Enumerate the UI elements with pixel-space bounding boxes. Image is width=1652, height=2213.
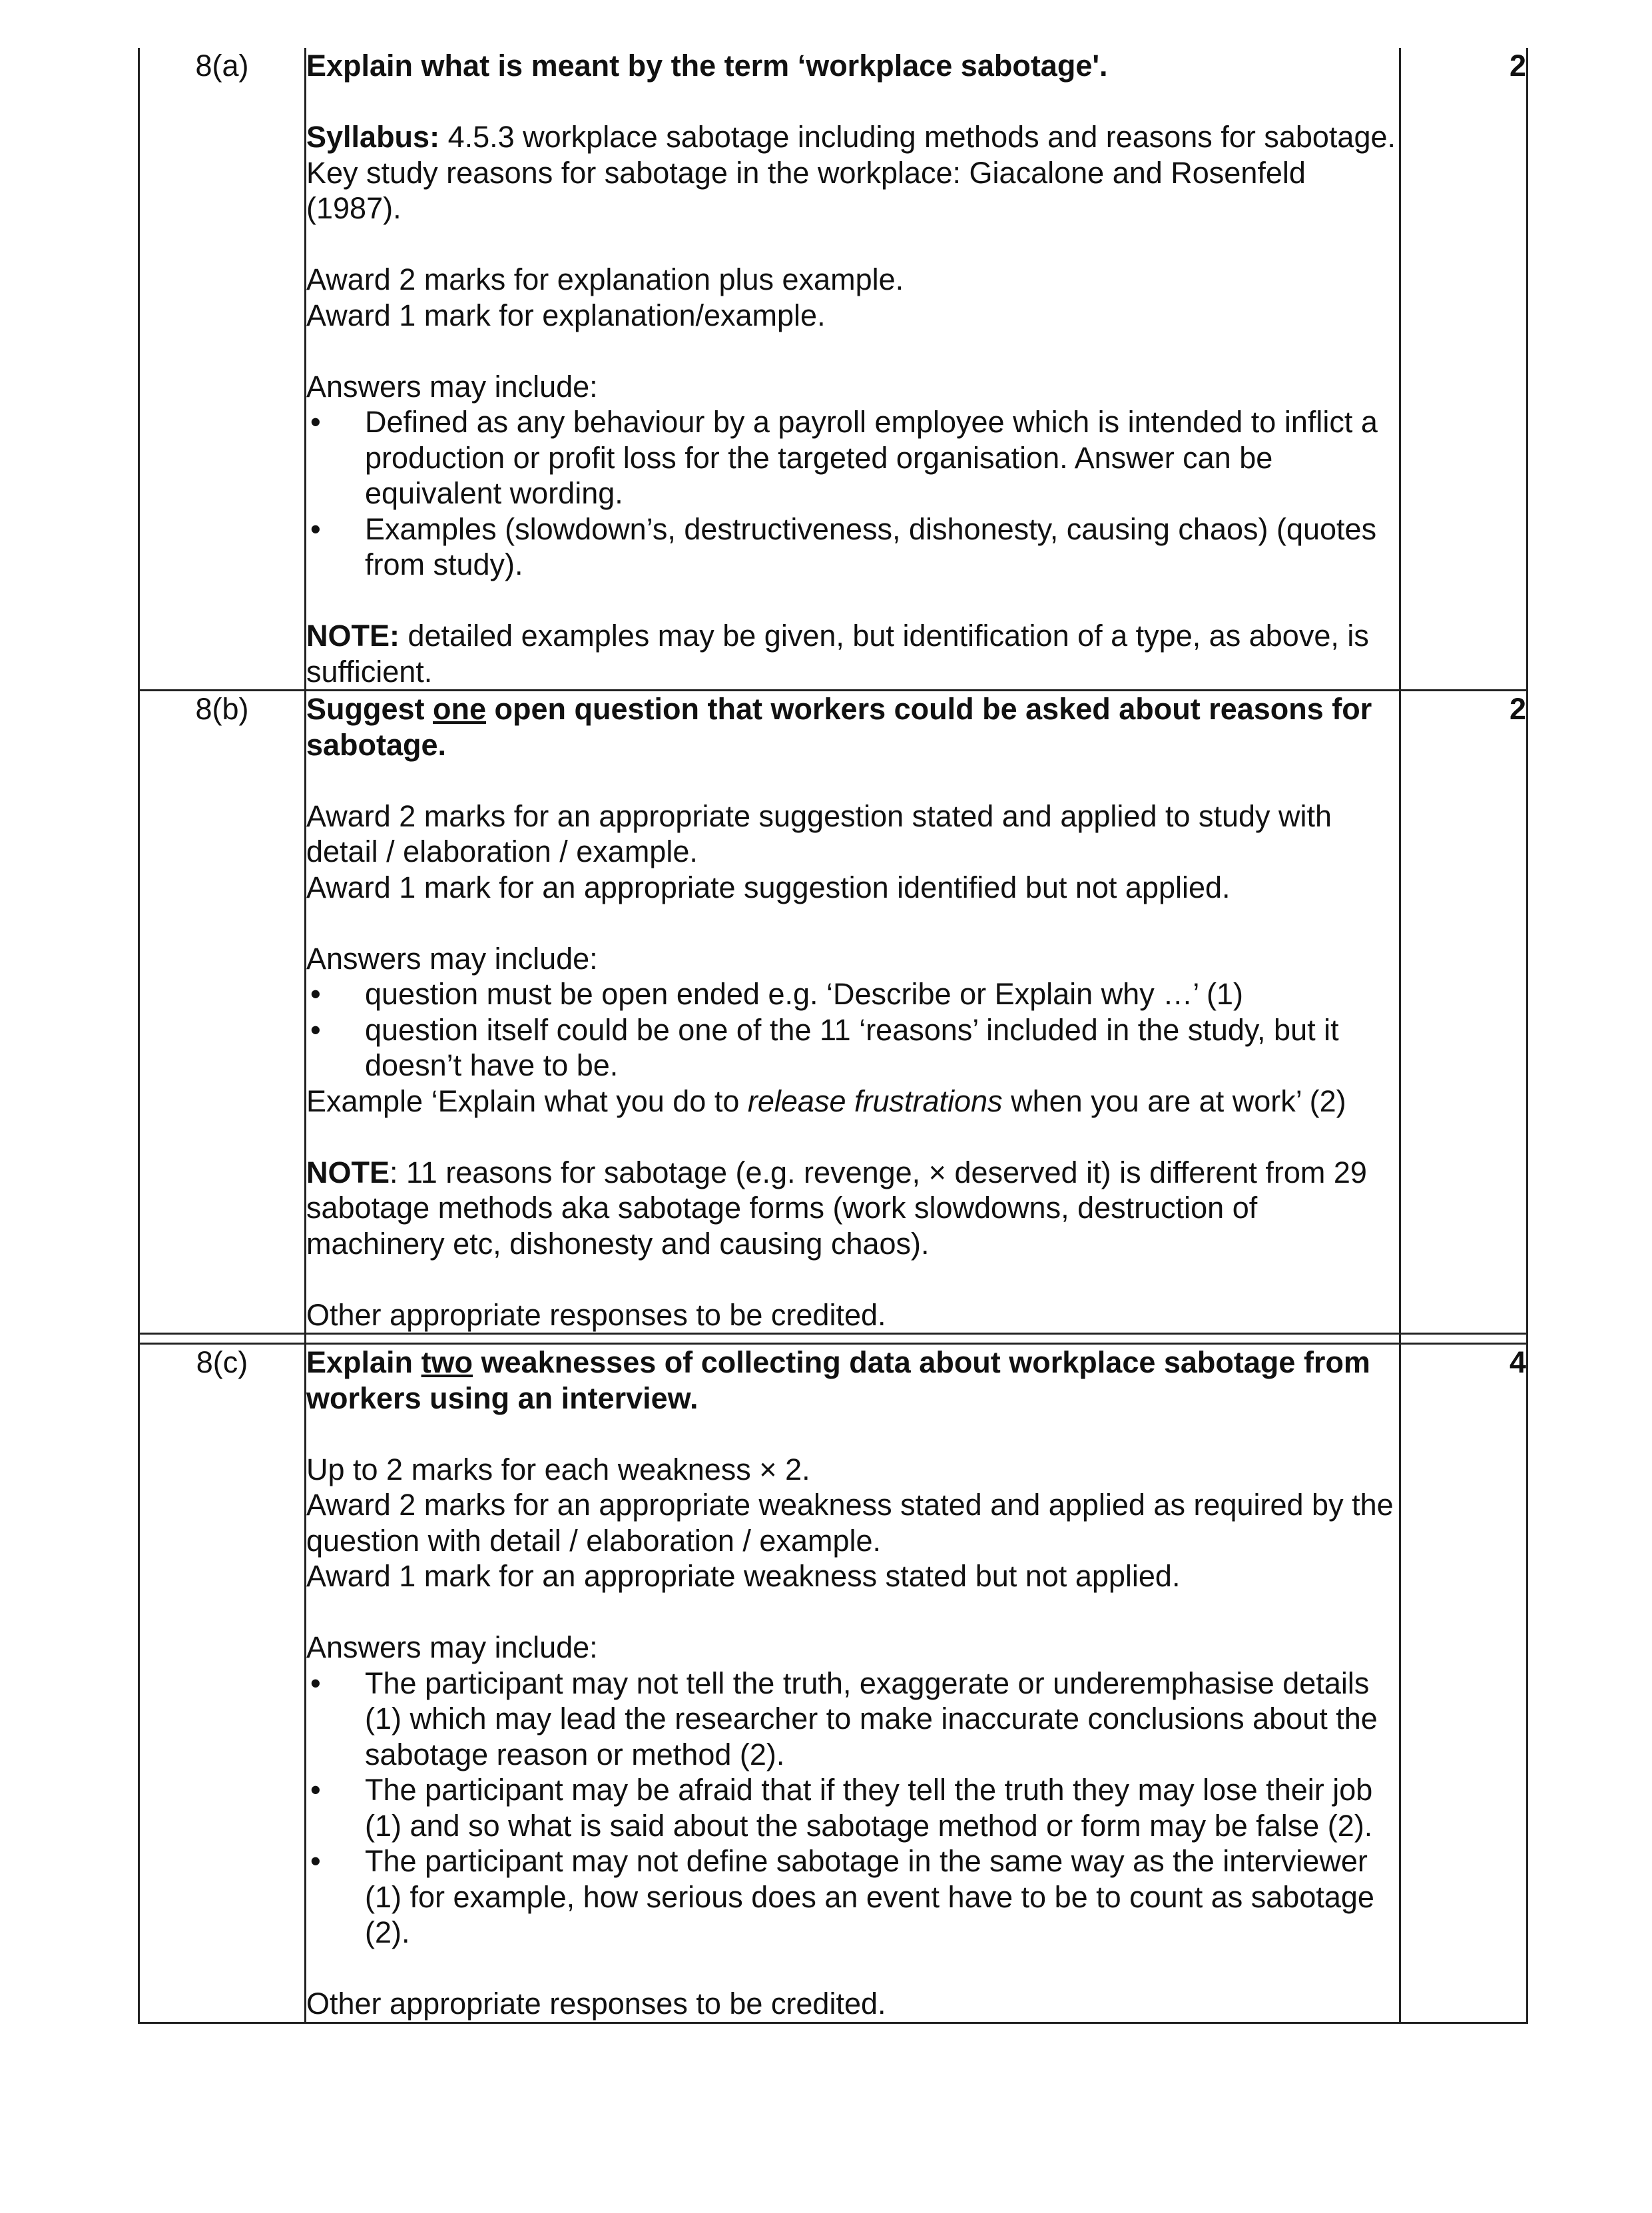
- bullet-text: Defined as any behaviour by a payroll employee which is intended to inflict a production or profit loss for the targeted organisation. Answer can be equivalent wording.: [365, 405, 1378, 510]
- list-item: [306, 976, 1399, 1012]
- question-number: 8(c): [139, 1344, 306, 2023]
- marks-value: 2: [1400, 48, 1527, 691]
- note-label: NOTE: [306, 1155, 390, 1189]
- award-line: Award 1 mark for explanation/example.: [306, 298, 826, 332]
- answer-bullets: [306, 1666, 1399, 1951]
- answer-guidance: [306, 1344, 1400, 2023]
- question-text: [306, 691, 1399, 763]
- award-line: Award 1 mark for an appropriate weakness stated but not applied.: [306, 1559, 1181, 1593]
- table-row: [139, 691, 1527, 1334]
- example-emphasis: release frustrations: [747, 1084, 1003, 1118]
- list-item: [306, 1843, 1399, 1951]
- table-row: [139, 1344, 1527, 2023]
- answers-intro: Answers may include:: [306, 369, 598, 404]
- other-responses: Other appropriate responses to be credited.: [306, 1297, 886, 1332]
- syllabus-label: Syllabus:: [306, 120, 440, 154]
- question-text-start: Explain: [306, 1345, 421, 1379]
- bullet-icon: •: [310, 1666, 321, 1700]
- question-number: 8(a): [139, 48, 306, 691]
- note-line: [306, 1155, 1399, 1262]
- award-line: Award 1 mark for an appropriate suggestion identified but not applied.: [306, 870, 1231, 904]
- answer-guidance: [306, 48, 1400, 691]
- bullet-icon: •: [310, 977, 321, 1011]
- bullet-text: question must be open ended e.g. ‘Describe or Explain why …’ (1): [365, 977, 1244, 1011]
- question-number: 8(b): [139, 691, 306, 1334]
- bullet-icon: •: [310, 1012, 321, 1047]
- syllabus-text: 4.5.3 workplace sabotage including methods and reasons for sabotage. Key study reasons for sabotage in the workplace: Giacalone and Rosenfeld (1987).: [306, 120, 1396, 225]
- answers-intro: Answers may include:: [306, 941, 598, 976]
- bullet-icon: •: [310, 1844, 321, 1878]
- question-text-end: open question that workers could be asked about reasons for sabotage.: [306, 692, 1372, 762]
- list-item: [306, 1772, 1399, 1843]
- question-emphasis: one: [433, 692, 487, 726]
- mark-scheme-table: [138, 48, 1528, 2024]
- award-line: Award 2 marks for an appropriate suggestion stated and applied to study with detail / elaboration / example.: [306, 798, 1332, 868]
- marks-value: 4: [1400, 1344, 1527, 2023]
- bullet-text: The participant may not define sabotage in the same way as the interviewer (1) for example, how serious does an event have to be to count as sabotage (2).: [365, 1844, 1374, 1949]
- list-item: [306, 1012, 1399, 1084]
- award-line: Award 2 marks for explanation plus example.: [306, 262, 904, 296]
- note-text: : 11 reasons for sabotage (e.g. revenge, × deserved it) is different from 29 sabotage methods aka sabotage forms (work slowdowns, destruction of machinery etc, dishonesty and causing chaos).: [306, 1155, 1367, 1261]
- example-text-start: Example ‘Explain what you do to: [306, 1084, 748, 1118]
- bullet-text: question itself could be one of the 11 ‘reasons’ included in the study, but it doesn’t have to be.: [365, 1012, 1339, 1082]
- question-emphasis: two: [421, 1345, 473, 1379]
- marks-value: 2: [1400, 691, 1527, 1334]
- list-item: [306, 511, 1399, 583]
- bullet-icon: •: [310, 405, 321, 439]
- row-separator: [139, 1334, 1527, 1344]
- answer-guidance: [306, 691, 1400, 1334]
- syllabus-line: [306, 119, 1399, 226]
- answer-bullets: [306, 976, 1399, 1084]
- award-line: Award 2 marks for an appropriate weakness stated and applied as required by the question with detail / elaboration / example.: [306, 1488, 1394, 1558]
- answer-bullets: [306, 404, 1399, 583]
- bullet-icon: •: [310, 511, 321, 546]
- award-line: Up to 2 marks for each weakness × 2.: [306, 1452, 810, 1486]
- question-text: [306, 1345, 1399, 1416]
- bullet-text: The participant may be afraid that if they tell the truth they may lose their job (1) and so what is said about the sabotage method or form may be false (2).: [365, 1773, 1373, 1843]
- bullet-text: The participant may not tell the truth, exaggerate or underemphasise details (1) which may lead the researcher to make inaccurate conclusions about the sabotage reason or method (2).: [365, 1666, 1378, 1771]
- question-text-end: weaknesses of collecting data about workplace sabotage from workers using an interview.: [306, 1345, 1370, 1415]
- note-text: detailed examples may be given, but identification of a type, as above, is sufficient.: [306, 619, 1369, 689]
- note-label: NOTE:: [306, 619, 400, 653]
- other-responses: Other appropriate responses to be credited.: [306, 1987, 886, 2021]
- bullet-icon: •: [310, 1773, 321, 1807]
- example-line: [306, 1084, 1399, 1119]
- mark-scheme-page: [138, 48, 1526, 2024]
- question-text: Explain what is meant by the term ‘workplace sabotage'.: [306, 49, 1108, 83]
- list-item: [306, 404, 1399, 511]
- list-item: [306, 1666, 1399, 1773]
- answers-intro: Answers may include:: [306, 1630, 598, 1664]
- bullet-text: Examples (slowdown’s, destructiveness, dishonesty, causing chaos) (quotes from study).: [365, 511, 1377, 581]
- note-line: [306, 618, 1399, 689]
- question-text-start: Suggest: [306, 692, 433, 726]
- example-text-end: when you are at work’ (2): [1002, 1084, 1346, 1118]
- table-row: [139, 48, 1527, 691]
